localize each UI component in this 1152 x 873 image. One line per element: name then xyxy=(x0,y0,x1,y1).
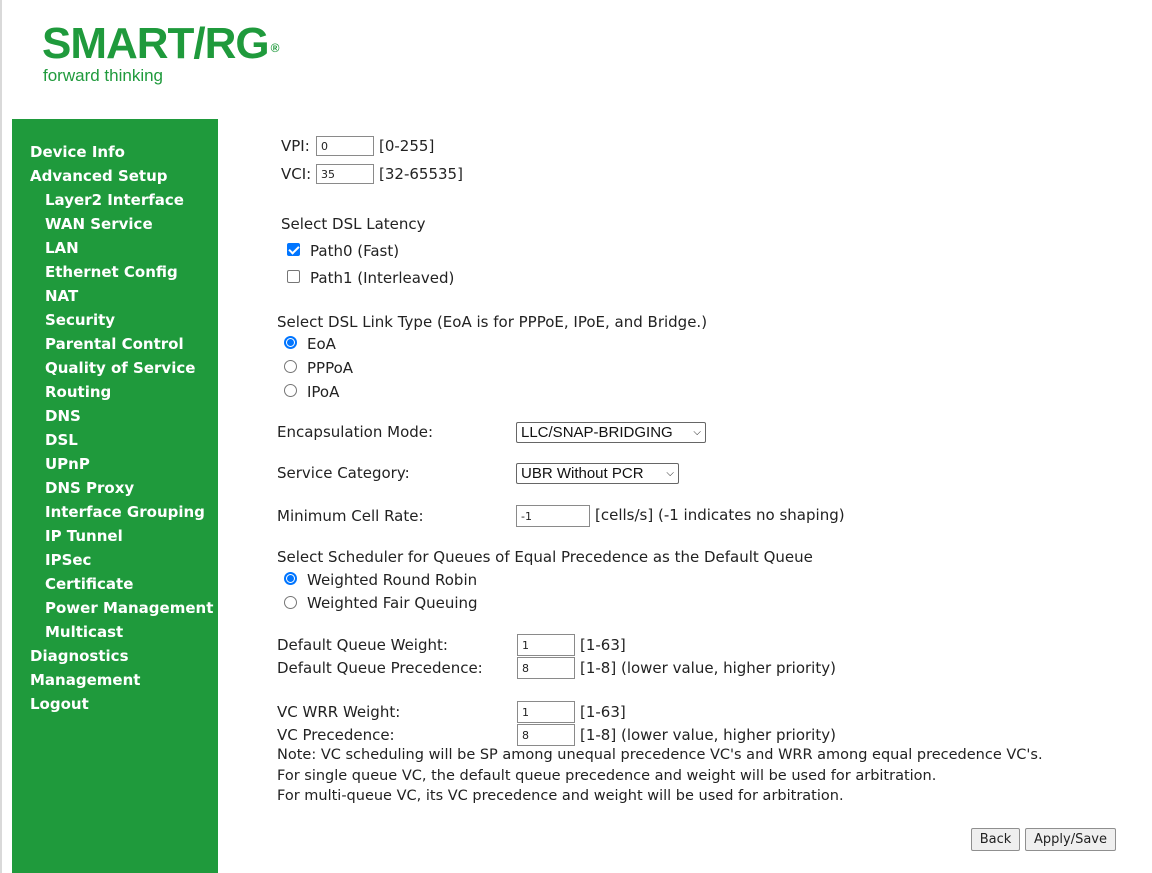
min-cell-rate-label: Minimum Cell Rate: xyxy=(277,507,424,525)
vpi-input[interactable]: 0 xyxy=(316,136,374,156)
vc-wrr-weight-range: [1-63] xyxy=(580,703,626,721)
scheduler-wfq-radio[interactable] xyxy=(284,596,297,609)
vci-range: [32-65535] xyxy=(379,165,463,183)
latency-title: Select DSL Latency xyxy=(281,215,426,233)
sidebar-item-lan[interactable]: LAN xyxy=(45,239,79,257)
vc-precedence-input[interactable]: 8 xyxy=(517,724,575,746)
logo-brand-text: SMART/RG xyxy=(42,19,269,68)
note-line-1: Note: VC scheduling will be SP among unequal precedence VC's and WRR among equal precedence VC's. xyxy=(277,747,1043,763)
note-line-3: For multi-queue VC, its VC precedence and weight will be used for arbitration. xyxy=(277,788,844,804)
sidebar-item-parental-control[interactable]: Parental Control xyxy=(45,335,184,353)
sidebar-item-quality-of-service[interactable]: Quality of Service xyxy=(45,359,196,377)
sidebar-item-dns[interactable]: DNS xyxy=(45,407,81,425)
chevron-down-icon: ⌵ xyxy=(666,468,674,479)
apply-save-button[interactable]: Apply/Save xyxy=(1025,828,1116,851)
vci-label: VCI: xyxy=(281,165,312,183)
sidebar-item-dsl[interactable]: DSL xyxy=(45,431,78,449)
sidebar-item-nat[interactable]: NAT xyxy=(45,287,79,305)
link-type-title: Select DSL Link Type (EoA is for PPPoE, IPoE, and Bridge.) xyxy=(277,313,708,331)
default-queue-precedence-label: Default Queue Precedence: xyxy=(277,659,483,677)
sidebar-item-wan-service[interactable]: WAN Service xyxy=(45,215,153,233)
default-queue-precedence-range: [1-8] (lower value, higher priority) xyxy=(580,659,836,677)
link-type-eoa-label: EoA xyxy=(307,335,336,353)
min-cell-rate-input[interactable]: -1 xyxy=(516,505,590,527)
encapsulation-select[interactable] xyxy=(516,422,706,443)
sidebar-item-interface-grouping[interactable]: Interface Grouping xyxy=(45,503,205,521)
link-type-pppoa-radio[interactable] xyxy=(284,360,297,373)
sidebar-item-management[interactable]: Management xyxy=(30,671,141,689)
service-category-select[interactable] xyxy=(516,463,679,484)
path1-label: Path1 (Interleaved) xyxy=(310,269,455,287)
logo-tagline: forward thinking xyxy=(43,66,164,85)
link-type-ipoa-radio[interactable] xyxy=(284,384,297,397)
sidebar-item-certificate[interactable]: Certificate xyxy=(45,575,134,593)
min-cell-rate-hint: [cells/s] (-1 indicates no shaping) xyxy=(595,506,845,524)
sidebar-item-upnp[interactable]: UPnP xyxy=(45,455,90,473)
default-queue-weight-label: Default Queue Weight: xyxy=(277,636,448,654)
scheduler-title: Select Scheduler for Queues of Equal Precedence as the Default Queue xyxy=(277,548,813,566)
path1-checkbox[interactable] xyxy=(287,270,300,283)
sidebar-item-security[interactable]: Security xyxy=(45,311,116,329)
vpi-range: [0-255] xyxy=(379,137,435,155)
scheduler-wrr-label: Weighted Round Robin xyxy=(307,571,478,589)
vc-wrr-weight-input[interactable]: 1 xyxy=(517,701,575,723)
vci-input[interactable]: 35 xyxy=(316,164,374,184)
sidebar-item-ipsec[interactable]: IPSec xyxy=(45,551,92,569)
default-queue-weight-input[interactable]: 1 xyxy=(517,634,575,656)
path0-label: Path0 (Fast) xyxy=(310,242,400,260)
chevron-down-icon: ⌵ xyxy=(693,427,701,438)
vc-precedence-label: VC Precedence: xyxy=(277,726,395,744)
sidebar-item-ip-tunnel[interactable]: IP Tunnel xyxy=(45,527,123,545)
link-type-eoa-radio[interactable] xyxy=(284,336,297,349)
encapsulation-value: LLC/SNAP-BRIDGING xyxy=(521,424,673,441)
service-category-value: UBR Without PCR xyxy=(521,465,644,482)
vc-wrr-weight-label: VC WRR Weight: xyxy=(277,703,401,721)
link-type-ipoa-label: IPoA xyxy=(307,383,340,401)
path0-checkbox[interactable] xyxy=(287,243,300,256)
vc-precedence-range: [1-8] (lower value, higher priority) xyxy=(580,726,836,744)
note-line-2: For single queue VC, the default queue precedence and weight will be used for arbitration. xyxy=(277,768,937,784)
sidebar-item-layer2-interface[interactable]: Layer2 Interface xyxy=(45,191,184,209)
default-queue-precedence-input[interactable]: 8 xyxy=(517,657,575,679)
sidebar-item-dns-proxy[interactable]: DNS Proxy xyxy=(45,479,135,497)
encapsulation-label: Encapsulation Mode: xyxy=(277,423,434,441)
sidebar-item-ethernet-config[interactable]: Ethernet Config xyxy=(45,263,178,281)
link-type-pppoa-label: PPPoA xyxy=(307,359,354,377)
logo-registered-mark: ® xyxy=(270,41,280,55)
sidebar-item-multicast[interactable]: Multicast xyxy=(45,623,124,641)
vpi-label: VPI: xyxy=(281,137,310,155)
sidebar-item-routing[interactable]: Routing xyxy=(45,383,112,401)
sidebar-item-advanced-setup[interactable]: Advanced Setup xyxy=(30,167,168,185)
sidebar-item-device-info[interactable]: Device Info xyxy=(30,143,125,161)
back-button[interactable]: Back xyxy=(971,828,1020,851)
default-queue-weight-range: [1-63] xyxy=(580,636,626,654)
sidebar-item-power-management[interactable]: Power Management xyxy=(45,599,214,617)
scheduler-wrr-radio[interactable] xyxy=(284,572,297,585)
scheduler-wfq-label: Weighted Fair Queuing xyxy=(307,594,478,612)
sidebar-item-logout[interactable]: Logout xyxy=(30,695,89,713)
sidebar-item-diagnostics[interactable]: Diagnostics xyxy=(30,647,129,665)
service-category-label: Service Category: xyxy=(277,464,410,482)
